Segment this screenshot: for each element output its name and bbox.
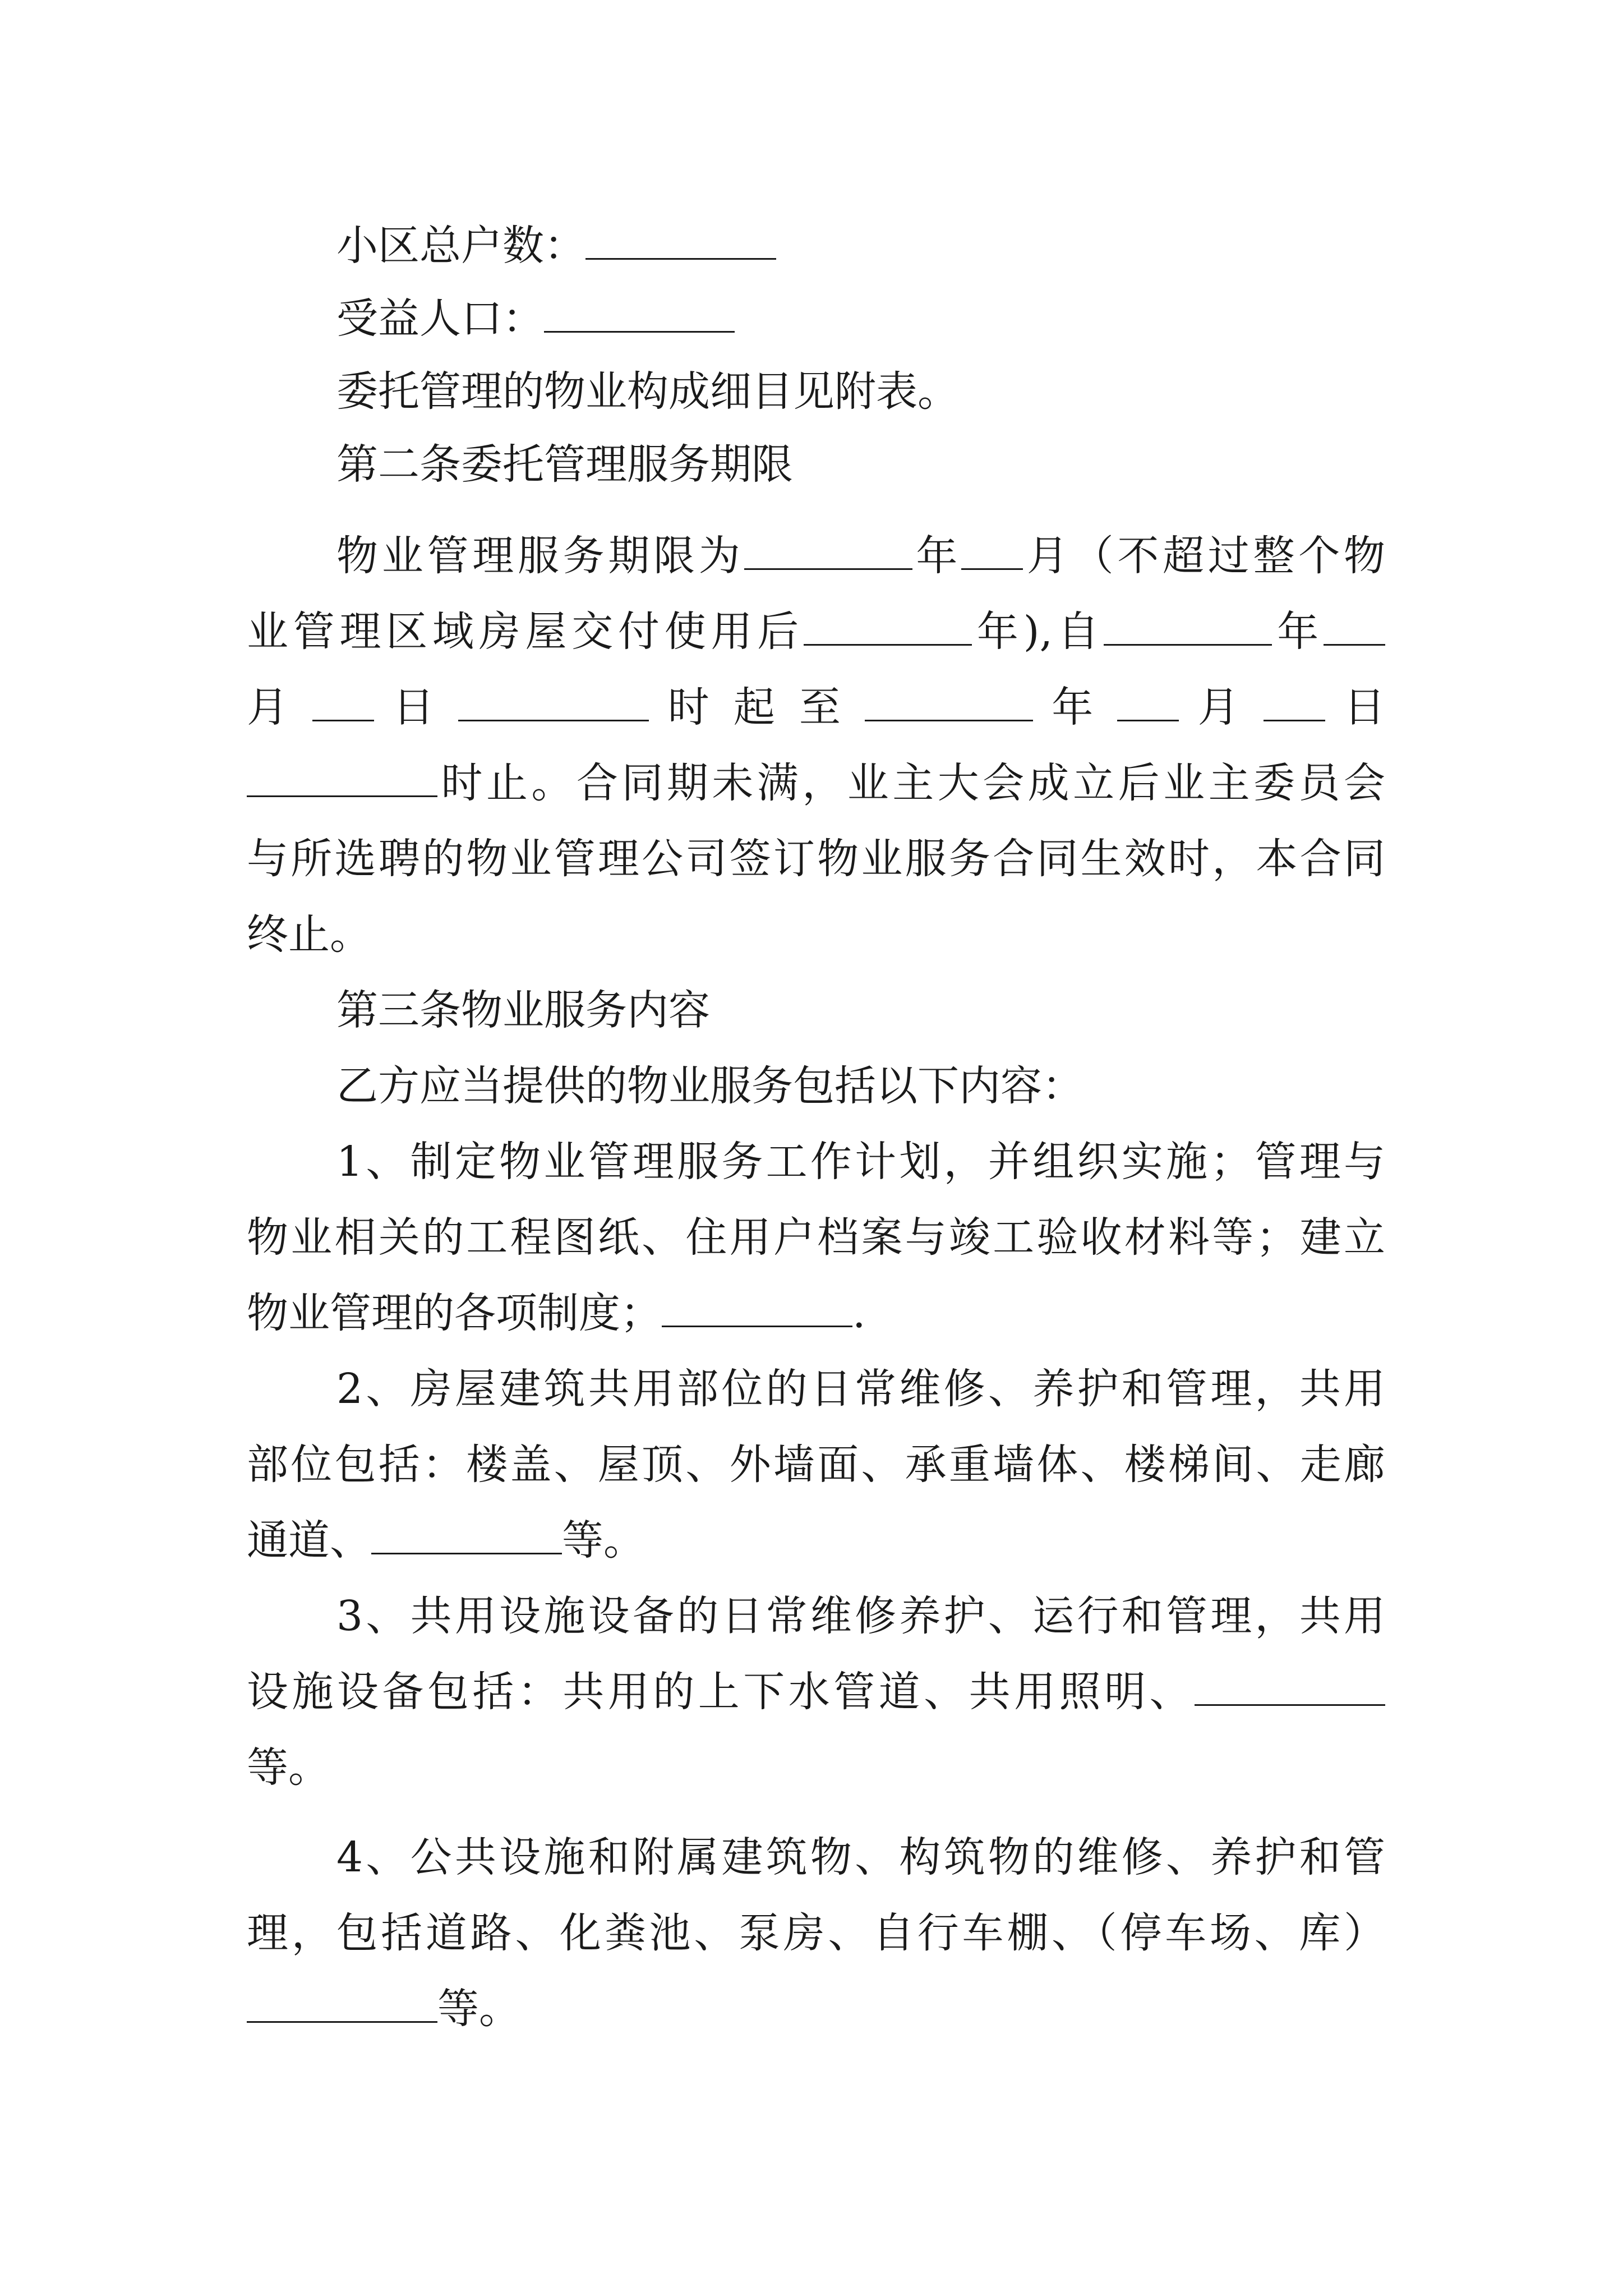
item-text: 设施设备包括：共用的上下水管道、共用照明、 [247, 1668, 1195, 1716]
delivery-years-blank[interactable] [804, 605, 972, 646]
term-text: 时止。合同期未满，业主大会成立后业主委员会 [437, 759, 1385, 807]
item-2-end-line [247, 1503, 1385, 1577]
term-line-1 [336, 519, 1385, 593]
term-text: 年),自 [972, 608, 1104, 656]
term-line-2 [247, 595, 1385, 669]
end-hour-blank[interactable] [247, 756, 437, 797]
article-2-heading: 第二条委托管理服务期限 [336, 440, 793, 489]
paragraph-line: 终止。 [247, 910, 371, 959]
paragraph-line: 理，包括道路、化粪池、泵房、自行车棚、（停车场、库） [247, 1909, 1385, 1957]
end-month-blank[interactable] [1117, 680, 1179, 721]
item-text: 等。 [562, 1516, 645, 1565]
term-text: 月（不超过整个物 [1023, 532, 1386, 580]
term-line-3 [247, 670, 1385, 744]
paragraph-line: 委托管理的物业构成细目见附表。 [336, 367, 959, 416]
households-label: 小区总户数： [336, 222, 585, 270]
term-line-4 [247, 746, 1385, 820]
end-day-blank[interactable] [1264, 680, 1325, 721]
item-4-blank[interactable] [247, 1982, 437, 2023]
item-3-line-2 [247, 1655, 1385, 1729]
item-2-line: 2、房屋建筑共用部位的日常维修、养护和管理，共用 [336, 1365, 1385, 1413]
item-text: . [852, 1289, 866, 1337]
beneficiaries-label: 受益人口： [336, 295, 544, 343]
item-2-blank[interactable] [371, 1513, 562, 1554]
beneficiaries-blank[interactable] [544, 292, 735, 333]
beneficiaries-line [336, 282, 1385, 356]
article-3-heading: 第三条物业服务内容 [336, 986, 710, 1034]
item-text: 通道、 [247, 1516, 371, 1565]
start-hour-blank[interactable] [458, 680, 649, 721]
item-text: 等。 [437, 1985, 520, 2033]
term-text: 年 [1052, 683, 1099, 731]
term-months-blank[interactable] [961, 529, 1023, 570]
item-4-end-line [247, 1972, 1385, 2046]
start-month-blank[interactable] [1324, 605, 1385, 646]
households-line [336, 209, 1385, 283]
term-text: 年 [1272, 608, 1324, 656]
item-3-blank[interactable] [1195, 1665, 1385, 1706]
term-text: 物业管理服务期限为 [336, 532, 744, 580]
term-text: 日 [393, 683, 440, 731]
households-blank[interactable] [585, 219, 776, 260]
end-year-blank[interactable] [865, 680, 1033, 721]
paragraph-line: 等。 [247, 1743, 330, 1792]
term-text: 月 [247, 683, 294, 731]
paragraph-line: 与所选聘的物业管理公司签订物业服务合同生效时，本合同 [247, 835, 1385, 883]
term-years-blank[interactable] [744, 529, 912, 570]
item-1-line: 1、制定物业管理服务工作计划，并组织实施；管理与 [336, 1138, 1385, 1186]
term-text: 月 [1197, 683, 1245, 731]
item-1-blank[interactable] [662, 1286, 852, 1327]
start-year-blank[interactable] [1104, 605, 1272, 646]
item-4-line: 4、公共设施和附属建筑物、构筑物的维修、养护和管 [336, 1833, 1385, 1881]
term-text: 日 [1344, 683, 1385, 731]
paragraph-line: 部位包括：楼盖、屋顶、外墙面、承重墙体、楼梯间、走廊 [247, 1441, 1385, 1489]
item-3-line: 3、共用设施设备的日常维修养护、运行和管理，共用 [336, 1592, 1385, 1640]
paragraph-line: 乙方应当提供的物业服务包括以下内容： [336, 1062, 1083, 1110]
paragraph-line: 物业相关的工程图纸、住用户档案与竣工验收材料等；建立 [247, 1213, 1385, 1262]
term-text: 业管理区域房屋交付使用后 [247, 608, 804, 656]
term-text: 时 起 至 [667, 683, 846, 731]
item-text: 物业管理的各项制度； [247, 1289, 662, 1337]
start-day-blank[interactable] [312, 680, 374, 721]
term-text: 年 [912, 532, 962, 580]
item-1-end-line [247, 1276, 1385, 1350]
